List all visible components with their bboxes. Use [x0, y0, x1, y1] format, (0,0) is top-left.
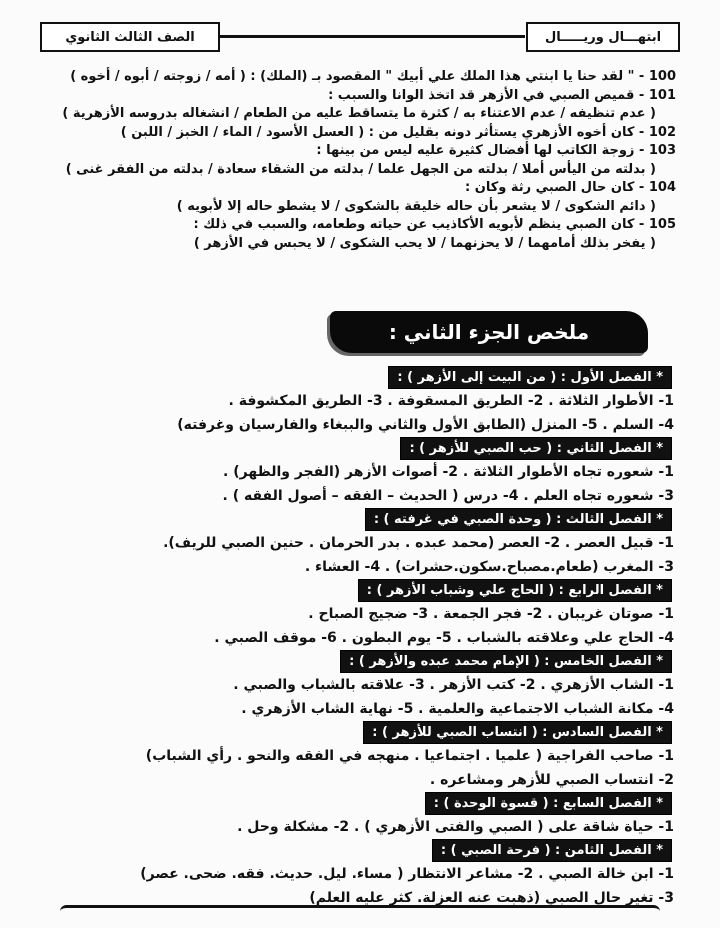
chapter-title: * الفصل الثاني : ( حب الصبي للأزهر ) : — [400, 437, 672, 460]
chapter-line: 3- تغير حال الصبي (ذهبت عنه العزلة. كثر عليه العلم) — [309, 890, 674, 906]
bottom-divider — [60, 905, 660, 918]
chapter-line: 3- المغرب (طعام.مصباح.سكون.حشرات) . 4- العشاء . — [304, 559, 674, 575]
chapter-line: 4- الحاج علي وعلاقته بالشباب . 5- يوم البطون . 6- موقف الصبي . — [214, 630, 674, 646]
grade-label: الصف الثالث الثانوي — [40, 22, 220, 52]
chapters-list — [40, 366, 680, 910]
chapter-line: 1- شعوره تجاه الأطوار الثلاثة . 2- أصوات الأزهر (الفجر والظهر) . — [223, 464, 674, 480]
chapter-line: 1- قبيل العصر . 2- العصر (محمد عبده . بدر الحرمان . حنين الصبي للريف). — [163, 535, 674, 551]
chapter-3 — [40, 508, 680, 579]
header-divider — [220, 35, 525, 38]
author-label: ابتهـــال وريـــــال — [526, 22, 680, 52]
chapter-5 — [40, 650, 680, 721]
chapter-title: * الفصل الثامن : ( فرحة الصبي ) : — [432, 839, 672, 862]
chapter-line: 1- الأطوار الثلاثة . 2- الطريق المسقوفة . 3- الطريق المكشوفة . — [228, 393, 674, 409]
answer-options: ( عدم تنظيفه / عدم الاعتناء به / كثرة ما يتساقط عليه من الطعام / انشغاله بدروسه الأزهرية ) — [62, 106, 656, 121]
chapter-1 — [40, 366, 680, 437]
chapter-line: 1- ابن خالة الصبي . 2- مشاعر الانتظار ( مساء. ليل. حديث. فقه. ضحى. عصر) — [140, 866, 674, 882]
chapter-line: 1- صاحب الفراجية ( علميا . اجتماعيا . منهجه في الفقه والنحو . رأي الشباب) — [145, 748, 674, 764]
question-line: 101 - قميص الصبي في الأزهر قد اتخذ الوانا والسبب : — [328, 87, 676, 103]
answer-options: ( دائم الشكوى / لا يشعر بأن حاله خليقة بالشكوى / لا يشطو حاله إلا لأبويه ) — [176, 198, 656, 214]
question-line: 105 - كان الصبي ينظم لأبويه الأكاذيب عن حياته وطعامه، والسبب في ذلك : — [193, 217, 676, 232]
question-line: 104 - كان حال الصبي رثة وكان : — [465, 180, 676, 195]
answer-options: ( بدلته من اليأس أملا / بدلته من الجهل علما / بدلته من الشقاء سعادة / بدلته من الفقر غنى ) — [65, 161, 656, 177]
chapter-line: 1- حياة شاقة على ( الصبي والفتى الأزهري ) . 2- مشكلة وحل . — [237, 819, 674, 835]
question-line: 103 - زوجة الكاتب لها أفضال كثيرة عليه ليس من بينها : — [316, 143, 676, 158]
chapter-line: 1- صوتان غريبان . 2- فجر الجمعة . 3- ضجيج الصباح . — [308, 606, 674, 622]
chapter-8 — [40, 839, 680, 910]
answer-options: ( يفخر بذلك أمامهما / لا يحزنهما / لا يحب الشكوى / لا يحبس في الأزهر ) — [193, 235, 656, 251]
question-line: 100 - " لقد حنا يا ابنتي هذا الملك علي أبيك " المقصود بـ (الملك) : ( أمه / زوجته / أبوه / أخوه ) — [70, 69, 676, 84]
questions-block — [44, 68, 676, 253]
chapter-title: * الفصل السادس : ( انتساب الصبي للأزهر ) : — [363, 721, 672, 744]
chapter-title: * الفصل الخامس : ( الإمام محمد عبده والأزهر ) : — [340, 650, 672, 673]
chapter-line: 3- شعوره تجاه العلم . 4- درس ( الحديث – الفقه – أصول الفقه ) . — [222, 488, 674, 504]
chapter-title: * الفصل الأول : ( من البيت إلى الأزهر ) : — [388, 366, 672, 389]
chapter-line: 2- انتساب الصبي للأزهر ومشاعره . — [429, 772, 674, 788]
chapter-6 — [40, 721, 680, 792]
chapter-title: * الفصل الثالث : ( وحدة الصبي في غرفته ) : — [365, 508, 672, 531]
chapter-2 — [40, 437, 680, 508]
chapter-4 — [40, 579, 680, 650]
summary-title-banner: ملخص الجزء الثاني : — [330, 311, 648, 353]
worksheet-page — [40, 18, 680, 922]
chapter-title: * الفصل السابع : ( قسوة الوحدة ) : — [425, 792, 672, 815]
chapter-line: 4- مكانة الشباب الاجتماعية والعلمية . 5- نهاية الشاب الأزهري . — [241, 701, 674, 717]
chapter-title: * الفصل الرابع : ( الحاج علي وشباب الأزهر ) : — [358, 579, 672, 602]
header-bar — [40, 18, 680, 54]
chapter-line: 1- الشاب الأزهري . 2- كتب الأزهر . 3- علاقته بالشباب والصبي . — [233, 677, 674, 693]
question-line: 102 - كان أخوه الأزهري يستأثر دونه بقليل من : ( العسل الأسود / الماء / الخبز / اللبن ) — [120, 124, 676, 140]
chapter-7 — [40, 792, 680, 839]
chapter-line: 4- السلم . 5- المنزل (الطابق الأول والثاني والببغاء والفارسيان وغرفته) — [177, 417, 674, 433]
